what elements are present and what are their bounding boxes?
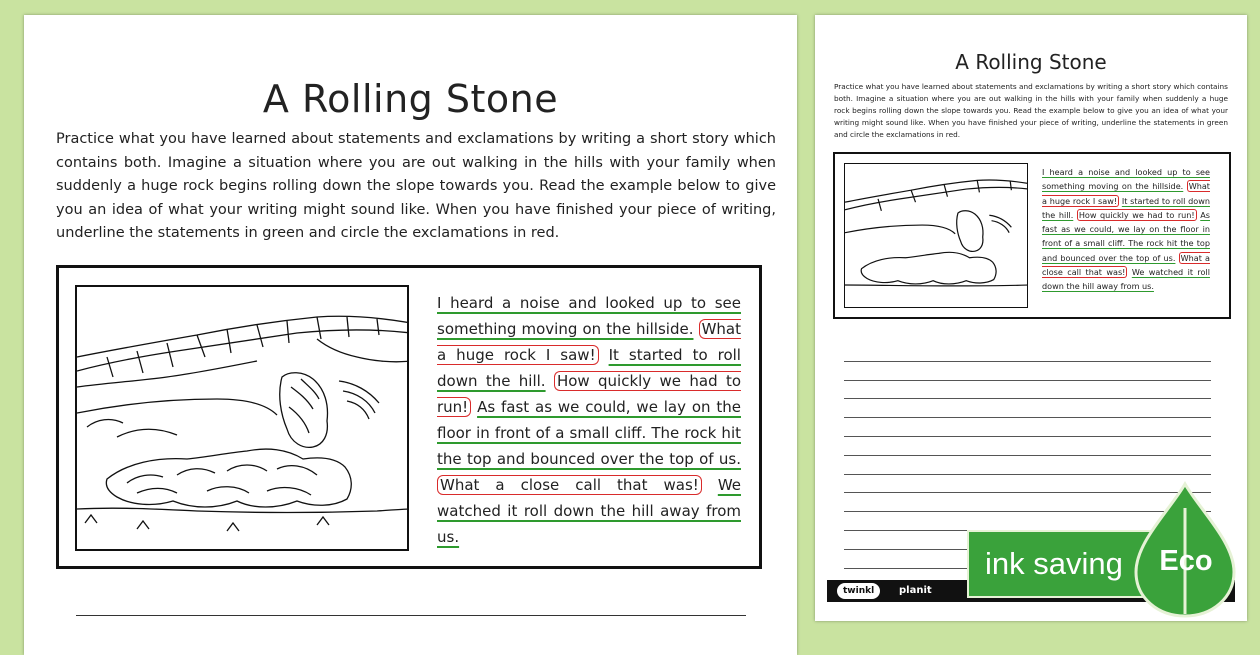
exclamation: What a close call that was! (1042, 252, 1210, 278)
statement: I heard a noise and looked up to see something moving on the hillside. (1042, 167, 1210, 192)
statement: We watched it roll down the hill away from us. (437, 476, 741, 546)
example-story-text (437, 290, 741, 550)
exclamation: How quickly we had to run! (1078, 209, 1195, 220)
twinkl-logo: twinkl (837, 583, 880, 599)
worksheet-instructions: Practice what you have learned about statements and exclamations by writing a short story which contains both. Imagine a situation where you are out walking in the hills with your family when suddenly a huge rock begins rolling down the slope towards you. Read the example below to give you an idea of what your writing might sound like. When you have finished your piece of writing, underline the statements in green and circle the exclamations in red. (834, 82, 1228, 139)
worksheet-title: A Rolling Stone (955, 50, 1107, 74)
statement: I heard a noise and looked up to see something moving on the hillside. (437, 294, 741, 338)
exclamation: What a huge rock I saw! (1042, 181, 1210, 206)
worksheet-title: A Rolling Stone (262, 77, 559, 121)
statement: As fast as we could, we lay on the floor in front of a small cliff. The rock hit the top and bounced over the top of us. (1042, 209, 1210, 263)
statement: We watched it roll down the hill away from us. (1042, 267, 1210, 292)
example-story-box (56, 265, 762, 569)
exclamation: How quickly we had to run! (437, 372, 742, 416)
statement: It started to roll down the hill. (437, 346, 741, 390)
ink-saving-label: ink saving (985, 546, 1123, 581)
planit-label: planit (899, 585, 932, 596)
example-story-text (1042, 165, 1210, 294)
statement: As fast as we could, we lay on the floor in front of a small cliff. The rock hit the top and bounced over the top of us. (437, 398, 741, 468)
statement: It started to roll down the hill. (1042, 195, 1210, 220)
writing-line (76, 615, 746, 616)
worksheet-instructions: Practice what you have learned about statements and exclamations by writing a short story which contains both. Imagine a situation where you are out walking in the hills with your family when suddenly a huge rock begins rolling down the slope towards you. Read the example below to give you an idea of what your writing might sound like. When you have finished your piece of writing, underline the statements in green and circle the exclamations in red. (56, 131, 776, 242)
rolling-boulder-illustration (75, 285, 409, 551)
rolling-boulder-illustration (844, 163, 1028, 308)
exclamation: What a huge rock I saw! (437, 320, 741, 364)
exclamation: What a close call that was! (437, 475, 702, 495)
worksheet-preview-large (24, 15, 797, 655)
eco-label: Eco (1159, 545, 1213, 577)
example-story-box (833, 152, 1231, 319)
